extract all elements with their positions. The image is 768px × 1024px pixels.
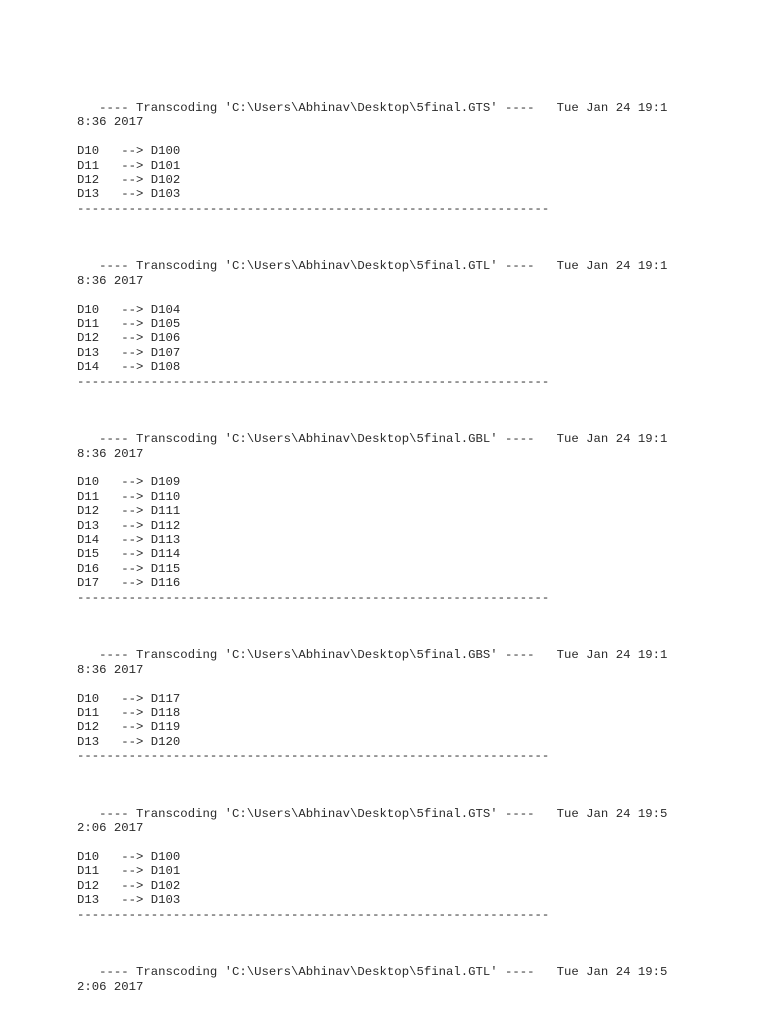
separator-line: ----------------------------------------------------------------	[77, 374, 550, 389]
mapping-line: D10 --> D104	[77, 302, 181, 317]
block-header-continued: 8:36 2017	[77, 115, 144, 130]
separator-line: ----------------------------------------------------------------	[77, 201, 550, 216]
block-header-continued: 8:36 2017	[77, 273, 144, 288]
transcode-block-gtl-1	[77, 259, 697, 389]
mapping-line: D11 --> D110	[77, 489, 181, 504]
mapping-line: D11 --> D101	[77, 158, 181, 173]
mapping-line: D12 --> D106	[77, 331, 181, 346]
mapping-line: D12 --> D119	[77, 720, 181, 735]
separator-line: ----------------------------------------------------------------	[77, 749, 550, 764]
mapping-line: D13 --> D107	[77, 345, 181, 360]
mapping-line: D10 --> D109	[77, 475, 181, 490]
transcode-block-gts-1	[77, 101, 697, 216]
block-header: ---- Transcoding 'C:\Users\Abhinav\Desktop\5final.GTS' ---- Tue Jan 24 19:1	[77, 101, 668, 115]
mapping-line: D10 --> D100	[77, 849, 181, 864]
mapping-line: D13 --> D103	[77, 893, 181, 908]
transcode-block-gbs-1	[77, 648, 697, 763]
block-header: ---- Transcoding 'C:\Users\Abhinav\Desktop\5final.GTL' ---- Tue Jan 24 19:1	[77, 259, 668, 274]
mapping-line: D12 --> D102	[77, 878, 181, 893]
transcode-block-gbl-1	[77, 432, 697, 605]
mapping-line: D11 --> D101	[77, 864, 181, 879]
mapping-line: D11 --> D105	[77, 317, 181, 332]
mapping-line: D12 --> D102	[77, 173, 181, 188]
mapping-line: D12 --> D111	[77, 504, 181, 519]
block-header-continued: 2:06 2017	[77, 979, 144, 994]
mapping-line: D13 --> D112	[77, 518, 181, 533]
mapping-line: D10 --> D117	[77, 691, 181, 706]
block-header-continued: 8:36 2017	[77, 662, 144, 677]
mapping-line: D14 --> D113	[77, 533, 181, 548]
mapping-line: D15 --> D114	[77, 547, 181, 562]
block-header: ---- Transcoding 'C:\Users\Abhinav\Desktop\5final.GTS' ---- Tue Jan 24 19:5	[77, 806, 668, 821]
block-header: ---- Transcoding 'C:\Users\Abhinav\Desktop\5final.GTL' ---- Tue Jan 24 19:5	[77, 965, 668, 980]
mapping-line: D16 --> D115	[77, 561, 181, 576]
block-header: ---- Transcoding 'C:\Users\Abhinav\Desktop\5final.GBL' ---- Tue Jan 24 19:1	[77, 432, 668, 447]
transcode-block-gtl-2	[77, 965, 697, 994]
mapping-line: D11 --> D118	[77, 705, 181, 720]
separator-line: ----------------------------------------------------------------	[77, 590, 550, 605]
mapping-line: D14 --> D108	[77, 360, 181, 375]
block-header-continued: 8:36 2017	[77, 446, 144, 461]
mapping-line: D13 --> D120	[77, 734, 181, 749]
separator-line: ----------------------------------------------------------------	[77, 907, 550, 922]
block-header: ---- Transcoding 'C:\Users\Abhinav\Desktop\5final.GBS' ---- Tue Jan 24 19:1	[77, 648, 668, 663]
transcode-block-gts-2	[77, 807, 697, 922]
block-header-continued: 2:06 2017	[77, 821, 144, 836]
mapping-line: D13 --> D103	[77, 187, 181, 202]
mapping-line: D10 --> D100	[77, 144, 181, 159]
mapping-line: D17 --> D116	[77, 576, 181, 591]
log-document	[77, 101, 697, 994]
